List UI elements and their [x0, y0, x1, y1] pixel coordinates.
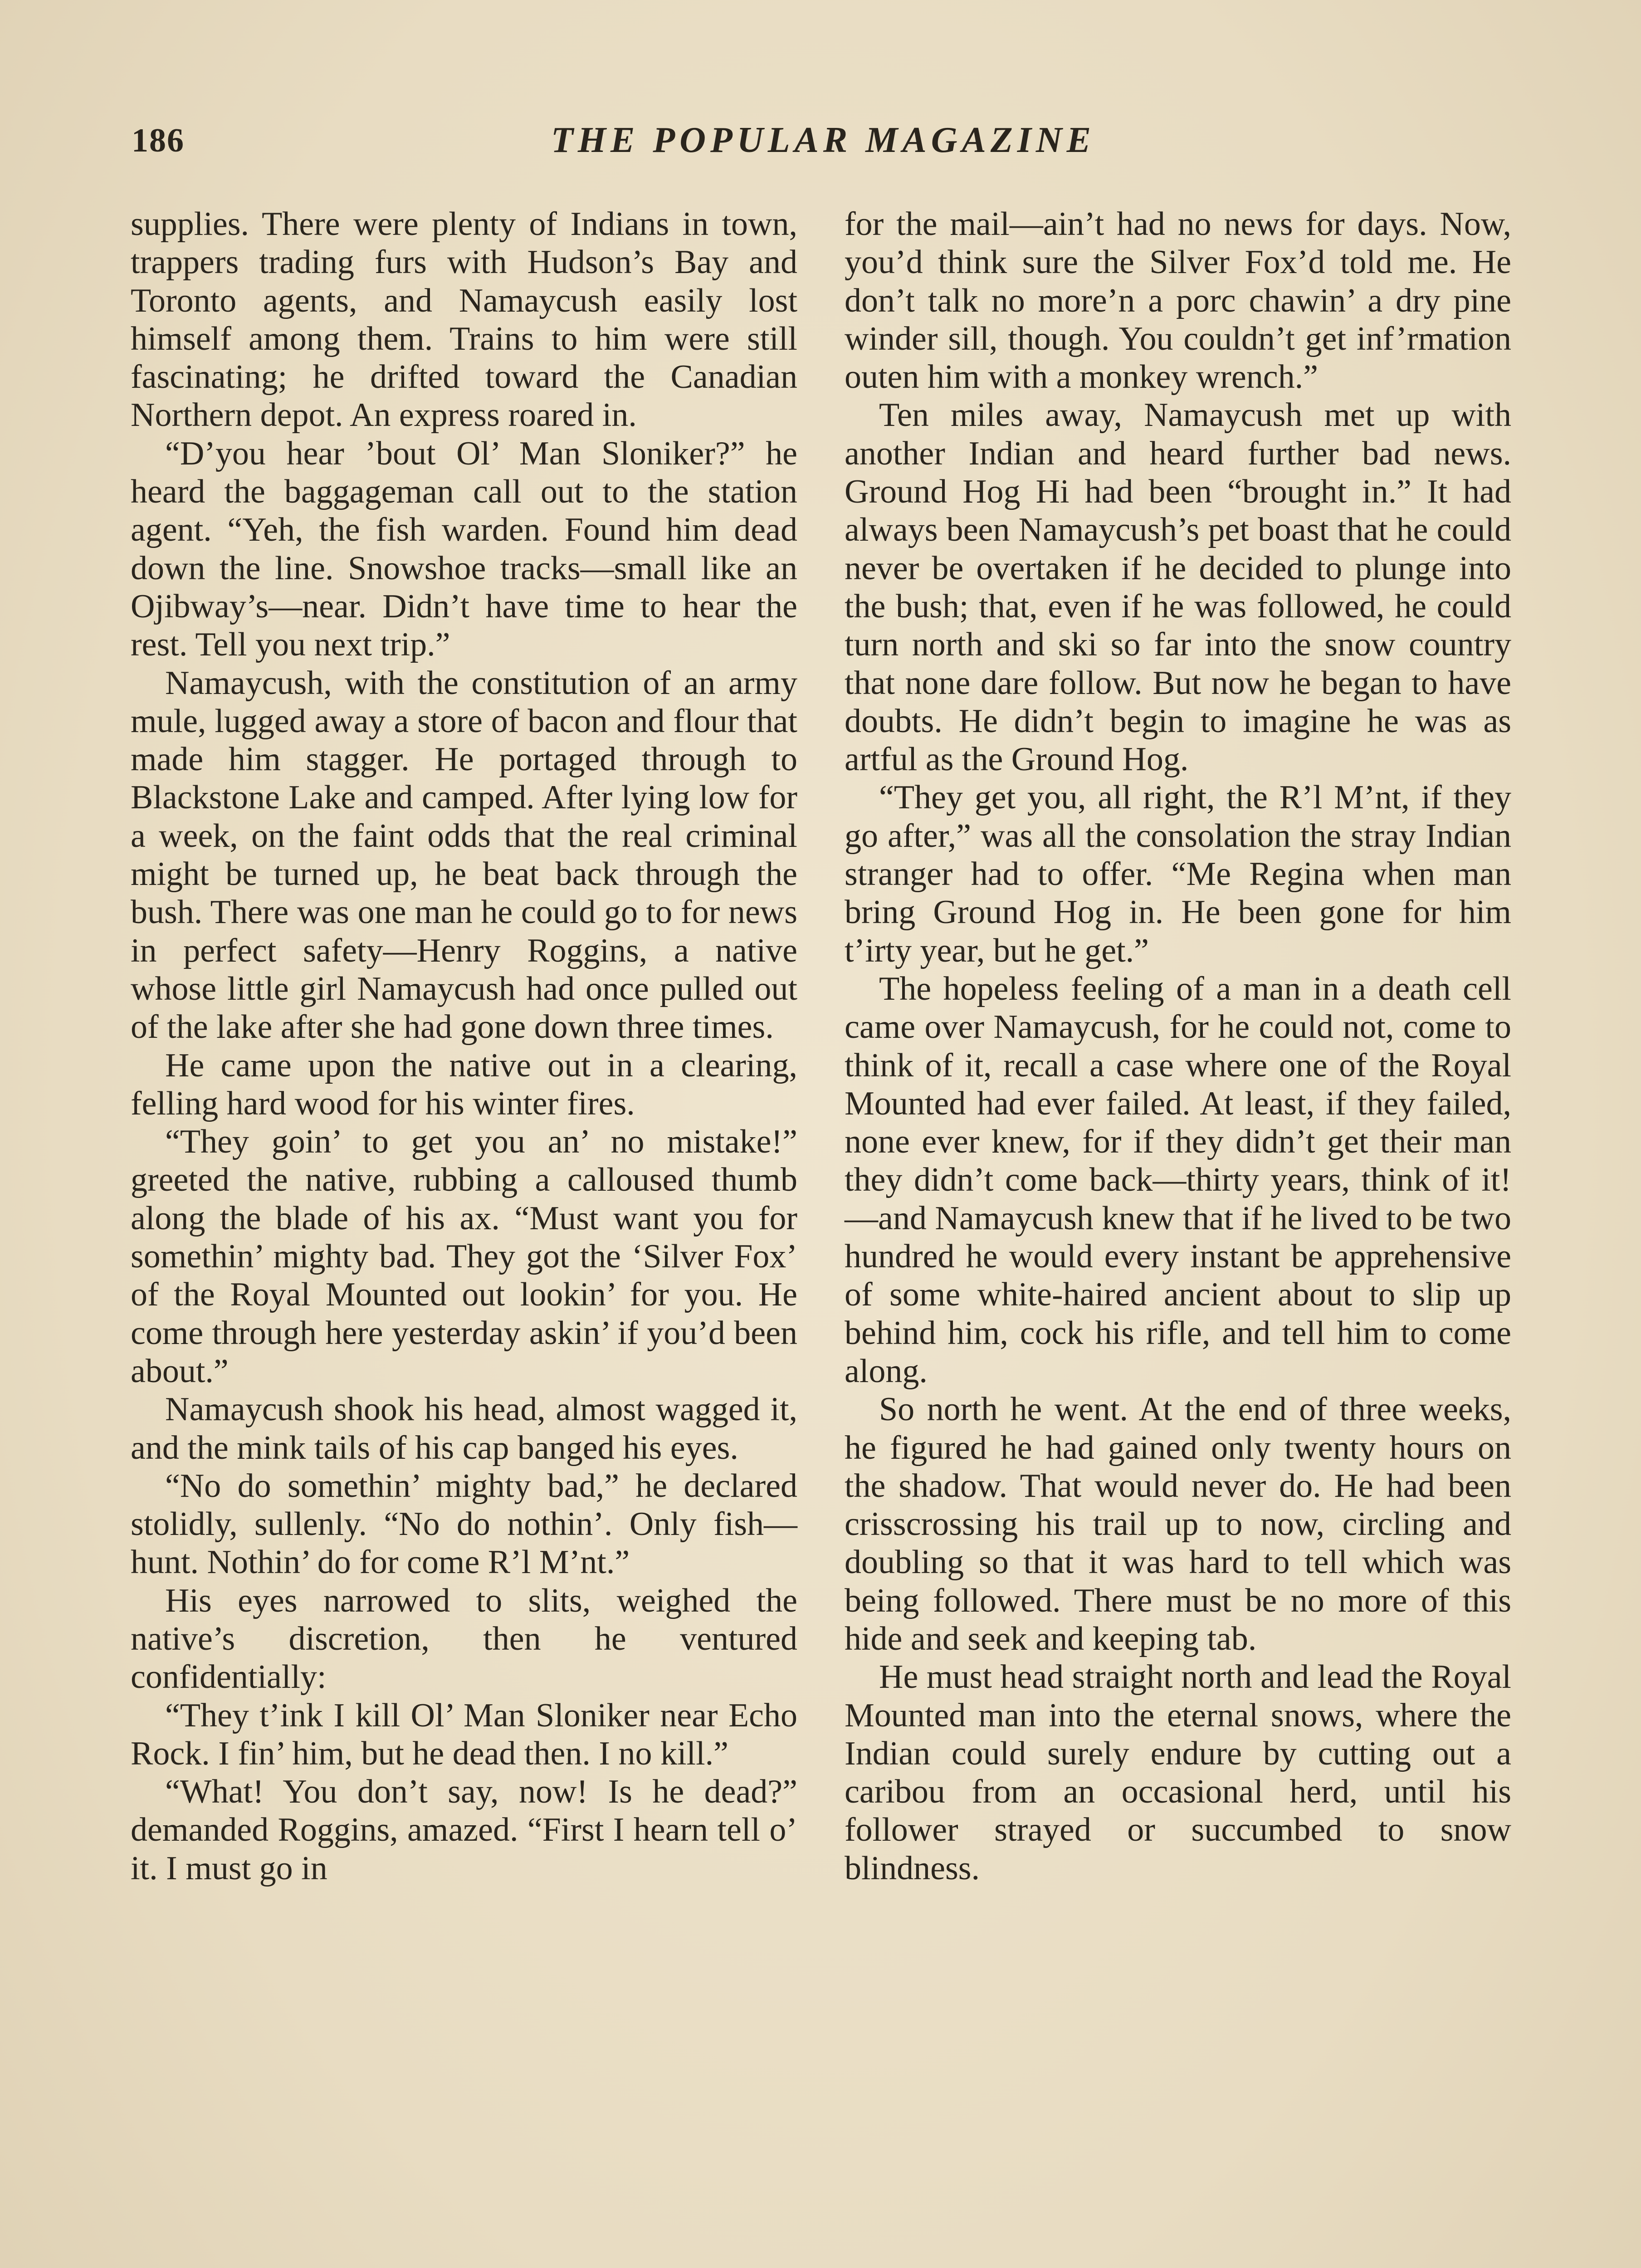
running-title: THE POPULAR MAGAZINE [551, 120, 1096, 160]
paragraph: So north he went. At the end of three weeks, he figured he had gained only twenty hours on the shadow. That would never do. He had been crisscrossing his trail up to now, circling and doubling so that it was hard to tell which was being followed. There must be no more of this hide and seek and keeping tab. [845, 1391, 1511, 1657]
right-text-column [845, 205, 1511, 1887]
paragraph: “They t’ink I kill Ol’ Man Sloniker near Echo Rock. I fin’ him, but he dead then. I no kill.” [131, 1696, 797, 1772]
paragraph: The hopeless feeling of a man in a death cell came over Namaycush, for he could not, come to think of it, recall a case where one of the Royal Mounted had ever failed. At least, if they failed, none ever knew, for if they didn’t get their man they didn’t come back—thirty years, think of it!—and Namaycush knew that if he lived to be two hundred he would every instant be apprehensive of some white-haired ancient about to slip up behind him, cock his rifle, and tell him to come along. [845, 970, 1511, 1390]
left-text-column [131, 205, 797, 1887]
paragraph: “No do somethin’ mighty bad,” he declared stolidly, sullenly. “No do nothin’. Only fish—hunt. Nothin’ do for come R’l M’nt.” [131, 1467, 797, 1581]
paragraph: His eyes narrowed to slits, weighed the native’s discretion, then he ventured confidentially: [131, 1582, 797, 1696]
paragraph: “They goin’ to get you an’ no mistake!” greeted the native, rubbing a calloused thumb along the blade of his ax. “Must want you for somethin’ mighty bad. They got the ‘Silver Fox’ of the Royal Mounted out lookin’ for you. He come through here yesterday askin’ if you’d been about.” [131, 1123, 797, 1390]
page-number: 186 [132, 122, 185, 159]
page-header [132, 122, 1515, 171]
paragraph: He came upon the native out in a clearing, felling hard wood for his winter fires. [131, 1046, 797, 1122]
paragraph: supplies. There were plenty of Indians in town, trappers trading furs with Hudson’s Bay and Toronto agents, and Namaycush easily lost himself among them. Trains to him were still fascinating; he drifted toward the Canadian Northern depot. An express roared in. [131, 205, 797, 434]
paragraph: “What! You don’t say, now! Is he dead?” demanded Roggins, amazed. “First I hearn tell o’ it. I must go in [131, 1773, 797, 1887]
paragraph: Ten miles away, Namaycush met up with another Indian and heard further bad news. Ground Hog Hi had been “brought in.” It had always been Namaycush’s pet boast that he could never be overtaken if he decided to plunge into the bush; that, even if he was followed, he could turn north and ski so far into the snow country that none dare follow. But now he began to have doubts. He didn’t begin to imagine he was as artful as the Ground Hog. [845, 396, 1511, 778]
paragraph: He must head straight north and lead the Royal Mounted man into the eternal snows, where the Indian could surely endure by cutting out a caribou from an occasional herd, until his follower strayed or succumbed to snow blindness. [845, 1658, 1511, 1887]
paragraph: for the mail—ain’t had no news for days. Now, you’d think sure the Silver Fox’d told me. He don’t talk no more’n a porc chawin’ a dry pine winder sill, though. You couldn’t get inf’rmation outen him with a monkey wrench.” [845, 205, 1511, 396]
paragraph: Namaycush, with the constitution of an army mule, lugged away a store of bacon and flour that made him stagger. He portaged through to Blackstone Lake and camped. After lying low for a week, on the faint odds that the real criminal might be turned up, he beat back through the bush. There was one man he could go to for news in perfect safety—Henry Roggins, a native whose little girl Namaycush had once pulled out of the lake after she had gone down three times. [131, 664, 797, 1046]
paragraph: “They get you, all right, the R’l M’nt, if they go after,” was all the consolation the stray Indian stranger had to offer. “Me Regina when man bring Ground Hog in. He been gone for him t’irty year, but he get.” [845, 779, 1511, 969]
paragraph: Namaycush shook his head, almost wagged it, and the mink tails of his cap banged his eyes. [131, 1391, 797, 1466]
paragraph: “D’you hear ’bout Ol’ Man Sloniker?” he heard the baggageman call out to the station agent. “Yeh, the fish warden. Found him dead down the line. Snowshoe tracks—small like an Ojibway’s—near. Didn’t have time to hear the rest. Tell you next trip.” [131, 435, 797, 664]
